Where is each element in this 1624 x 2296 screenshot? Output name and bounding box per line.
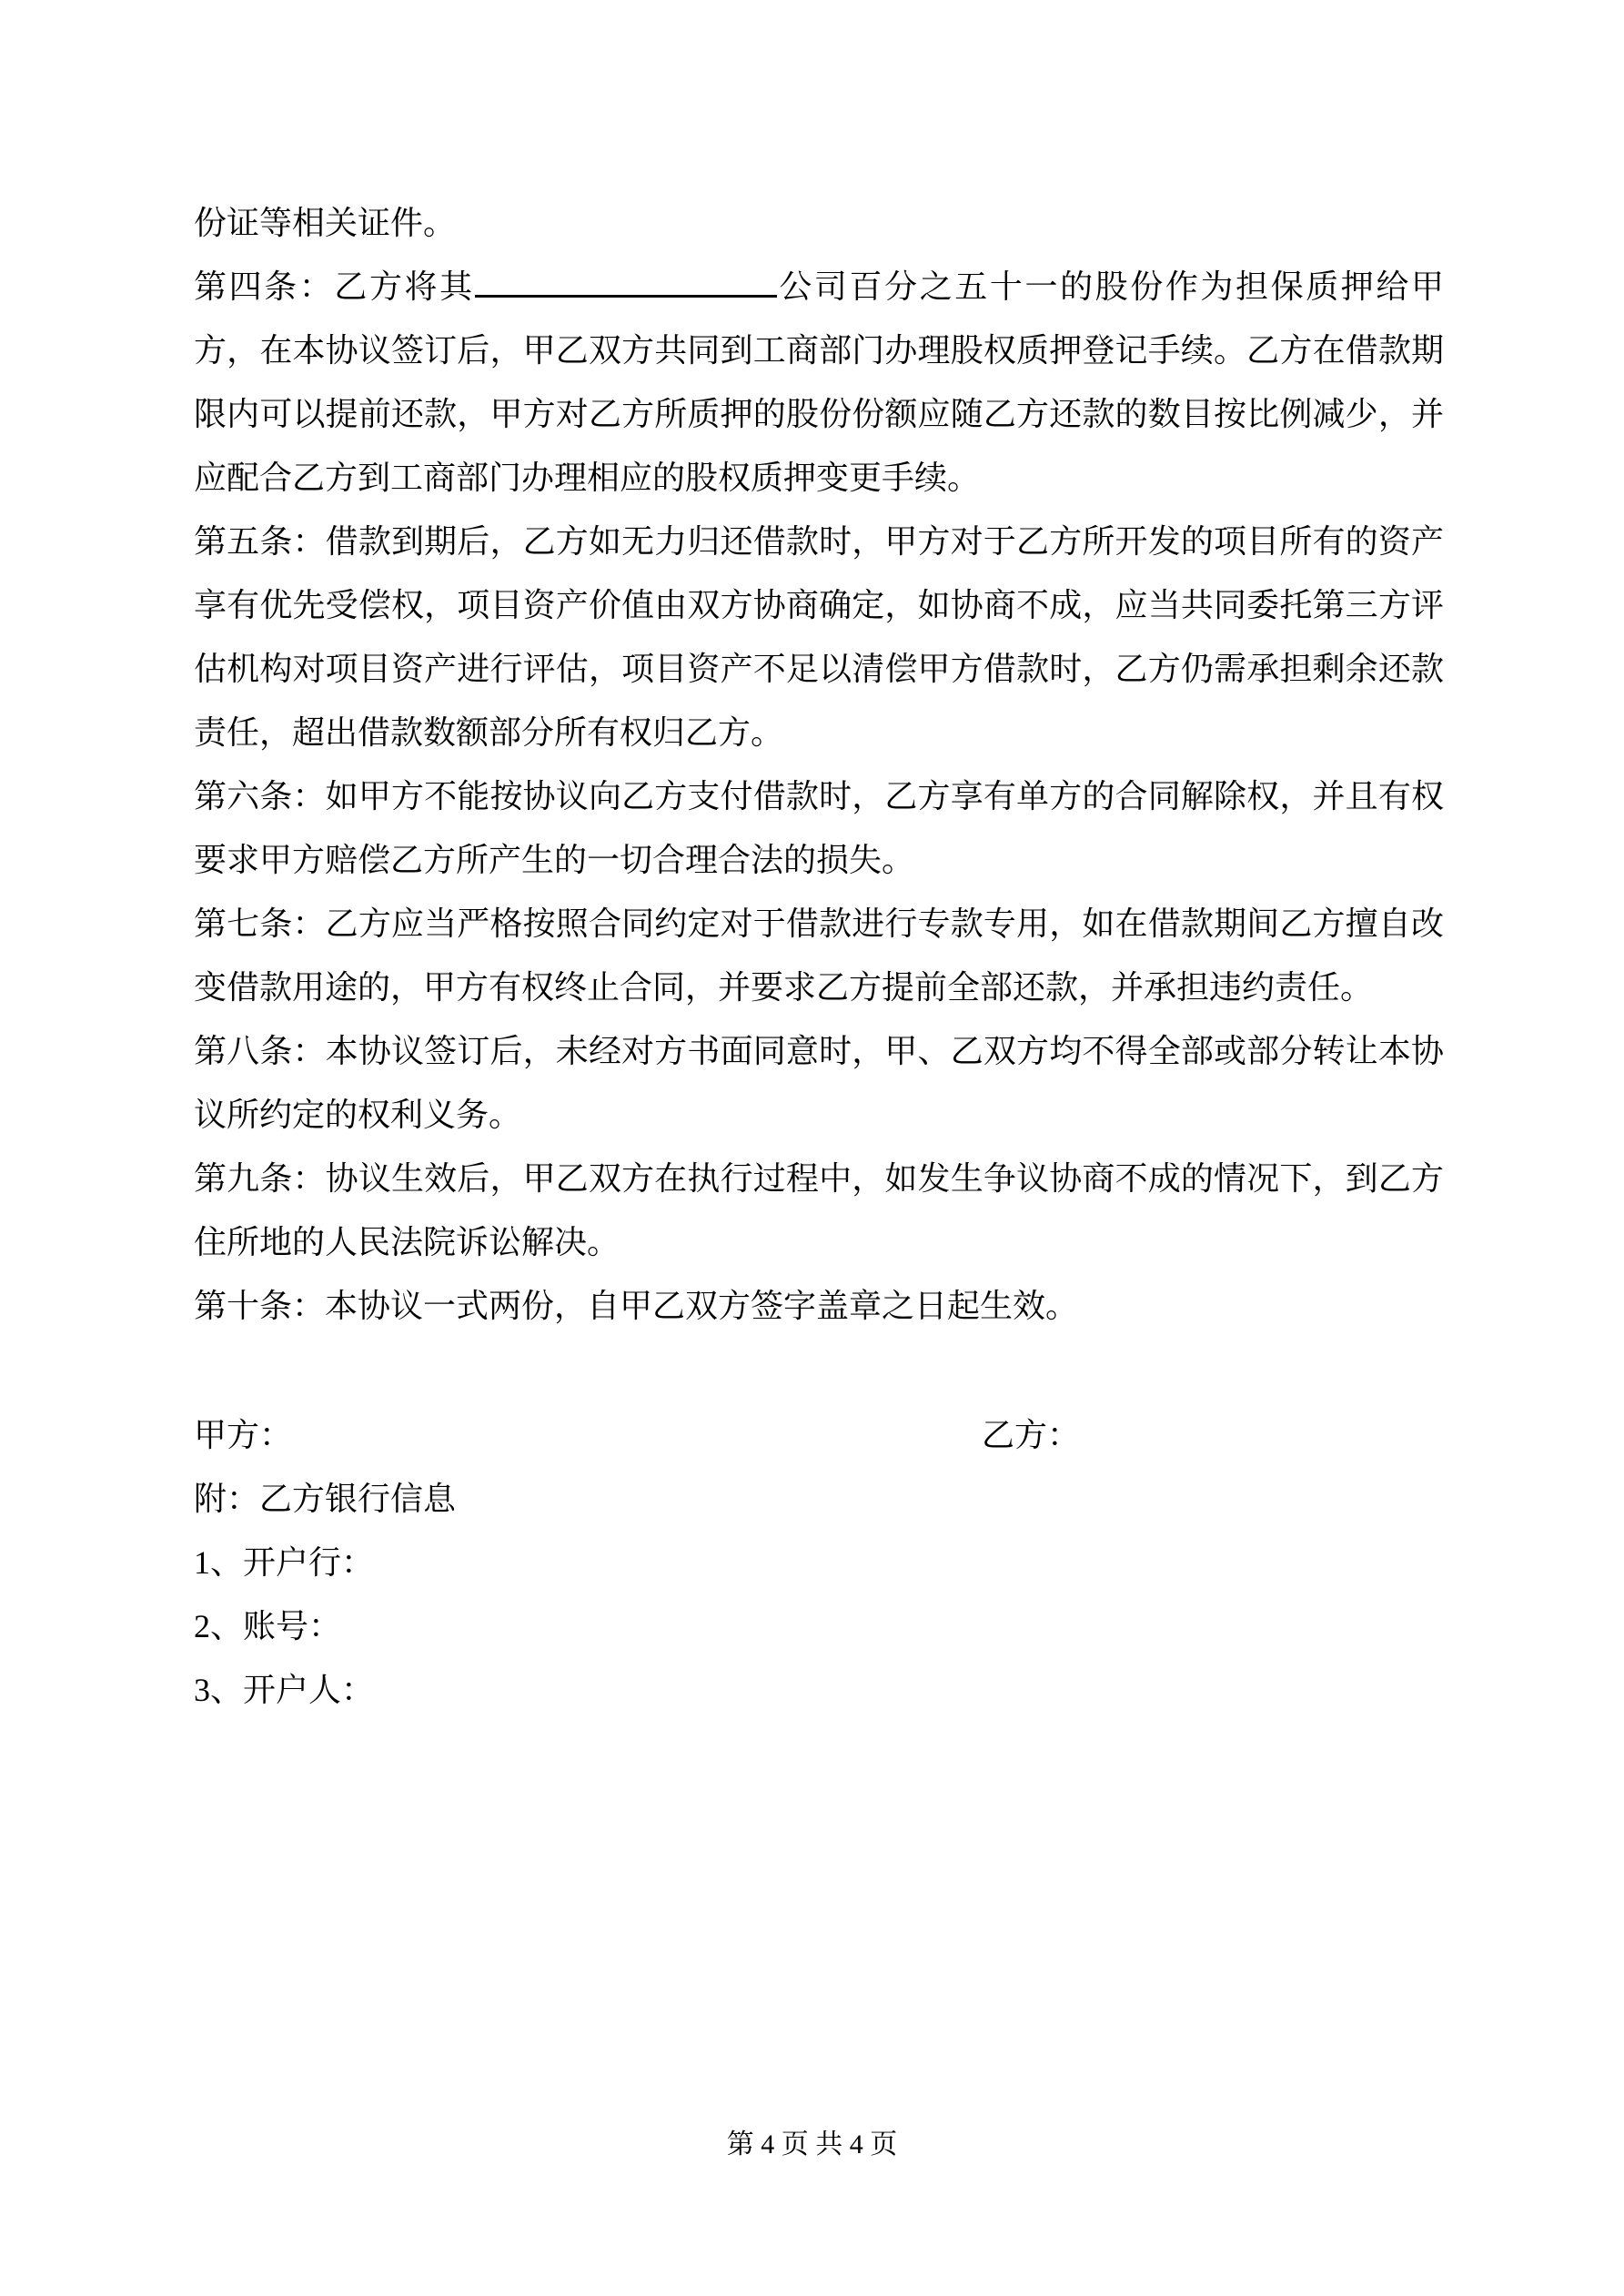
contract-body xyxy=(194,191,1444,1722)
article-9-label: 第九条： xyxy=(194,1160,326,1197)
article-8-text: 本协议签订后，未经对方书面同意时，甲、乙双方均不得全部或部分转让本协议所约定的权利义务。 xyxy=(194,1033,1444,1133)
article-10-label: 第十条： xyxy=(194,1288,326,1324)
article-5-label: 第五条： xyxy=(194,523,326,560)
article-4-label: 第四条： xyxy=(194,268,335,305)
paragraph-continuation: 份证等相关证件。 xyxy=(194,205,457,241)
page-number-text: 第 4 页 共 4 页 xyxy=(726,2129,898,2159)
article-7-label: 第七条： xyxy=(194,905,326,942)
article-6 xyxy=(194,764,1444,892)
article-9 xyxy=(194,1147,1444,1274)
bank-info-account: 2、账号： xyxy=(194,1608,342,1644)
article-5 xyxy=(194,510,1444,764)
article-9-text: 协议生效后，甲乙双方在执行过程中，如发生争议协商不成的情况下，到乙方住所地的人民法院诉讼解决。 xyxy=(194,1160,1444,1260)
signature-row xyxy=(194,1403,1444,1467)
article-4-post-blank-text: 公司百分之五十一的股份作为担保质押给甲方，在本协议签订后，甲乙双方共同到工商部门办理股权质押登记手续。乙方在借款期限内可以提前还款，甲方对乙方所质押的股份份额应随乙方还款的数目按比例减少，并应配合乙方到工商部门办理相应的股权质押变更手续。 xyxy=(194,268,1444,496)
page-footer xyxy=(0,2113,1624,2177)
bank-info-branch: 1、开户行： xyxy=(194,1544,375,1581)
bank-info-holder: 3、开户人： xyxy=(194,1672,375,1708)
article-10 xyxy=(194,1274,1444,1338)
article-6-label: 第六条： xyxy=(194,778,326,814)
article-5-text: 借款到期后，乙方如无力归还借款时，甲方对于乙方所开发的项目所有的资产享有优先受偿权，项目资产价值由双方协商确定，如协商不成，应当共同委托第三方评估机构对项目资产进行评估，项目资产不足以清偿甲方借款时，乙方仍需承担剩余还款责任，超出借款数额部分所有权归乙方。 xyxy=(194,523,1444,751)
article-6-text: 如甲方不能按协议向乙方支付借款时，乙方享有单方的合同解除权，并且有权要求甲方赔偿乙方所产生的一切合理合法的损失。 xyxy=(194,778,1444,878)
article-4-pre-blank-text: 乙方将其 xyxy=(334,268,475,305)
attachment-title: 附：乙方银行信息 xyxy=(194,1481,457,1517)
article-4 xyxy=(194,255,1444,510)
article-10-text: 本协议一式两份，自甲乙双方签字盖章之日起生效。 xyxy=(325,1288,1079,1324)
article-7 xyxy=(194,892,1444,1019)
article-8-label: 第八条： xyxy=(194,1033,326,1069)
party-b-label: 乙方： xyxy=(982,1417,1081,1453)
party-a-label: 甲方： xyxy=(194,1417,293,1453)
article-8 xyxy=(194,1019,1444,1147)
fill-in-blank-company-name xyxy=(475,293,777,298)
article-7-text: 乙方应当严格按照合同约定对于借款进行专款专用，如在借款期间乙方擅自改变借款用途的，甲方有权终止合同，并要求乙方提前全部还款，并承担违约责任。 xyxy=(194,905,1444,1006)
